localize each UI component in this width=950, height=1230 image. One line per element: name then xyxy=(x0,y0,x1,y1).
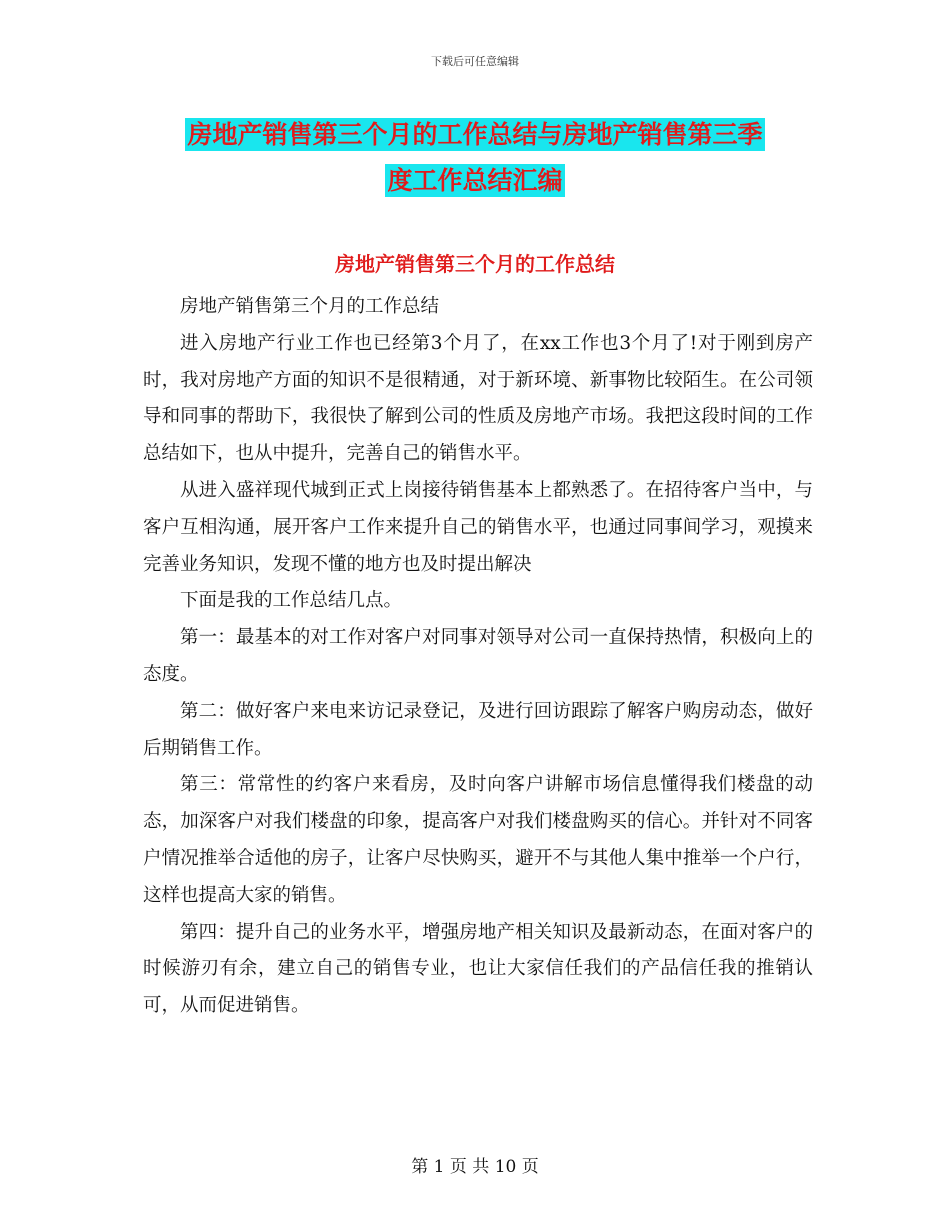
paragraph: 第四：提升自己的业务水平，增强房地产相关知识及最新动态，在面对客户的时候游刃有余，建立自己的销售专业，也让大家信任我们的产品信任我的推销认可，从而促进销售。 xyxy=(143,921,813,1017)
paragraph: 第三：常常性的约客户来看房，及时向客户讲解市场信息懂得我们楼盘的动态，加深客户对我们楼盘的印象，提高客户对我们楼盘购买的信心。并针对不同客户情况推举合适他的房子，让客户尽快购买，避开不与其他人集中推举一个户行，这样也提高大家的销售。 xyxy=(143,774,813,906)
page-header-note: 下载后可任意编辑 xyxy=(431,55,519,68)
document-title xyxy=(0,112,950,204)
paragraph: 第二：做好客户来电来访记录登记，及进行回访跟踪了解客户购房动态，做好后期销售工作。 xyxy=(143,700,813,759)
paragraph: 下面是我的工作总结几点。 xyxy=(180,590,403,612)
document-title-line-2: 度工作总结汇编 xyxy=(387,166,563,195)
paragraph: 从进入盛祥现代城到正式上岗接待销售基本上都熟悉了。在招待客户当中，与客户互相沟通，展开客户工作来提升自己的销售水平，也通过同事间学习，观摸来完善业务知识，发现不懂的地方也及时提出解决 xyxy=(143,479,813,575)
document-body xyxy=(143,289,813,1025)
paragraph: 进入房地产行业工作也已经第3个月了，在xx工作也3个月了!对于刚到房产时，我对房地产方面的知识不是很精通，对于新环境、新事物比较陌生。在公司领导和同事的帮助下，我很快了解到公司的性质及房地产市场。我把这段时间的工作总结如下，也从中提升，完善自己的销售水平。 xyxy=(143,332,813,465)
document-title-line-1: 房地产销售第三个月的工作总结与房地产销售第三季 xyxy=(187,120,763,149)
paragraph: 第一：最基本的对工作对客户对同事对领导对公司一直保持热情，积极向上的态度。 xyxy=(143,627,813,685)
paragraph: 房地产销售第三个月的工作总结 xyxy=(180,296,440,317)
page-footer: 第 1 页 共 10 页 xyxy=(411,1157,539,1177)
section-heading: 房地产销售第三个月的工作总结 xyxy=(335,252,615,276)
